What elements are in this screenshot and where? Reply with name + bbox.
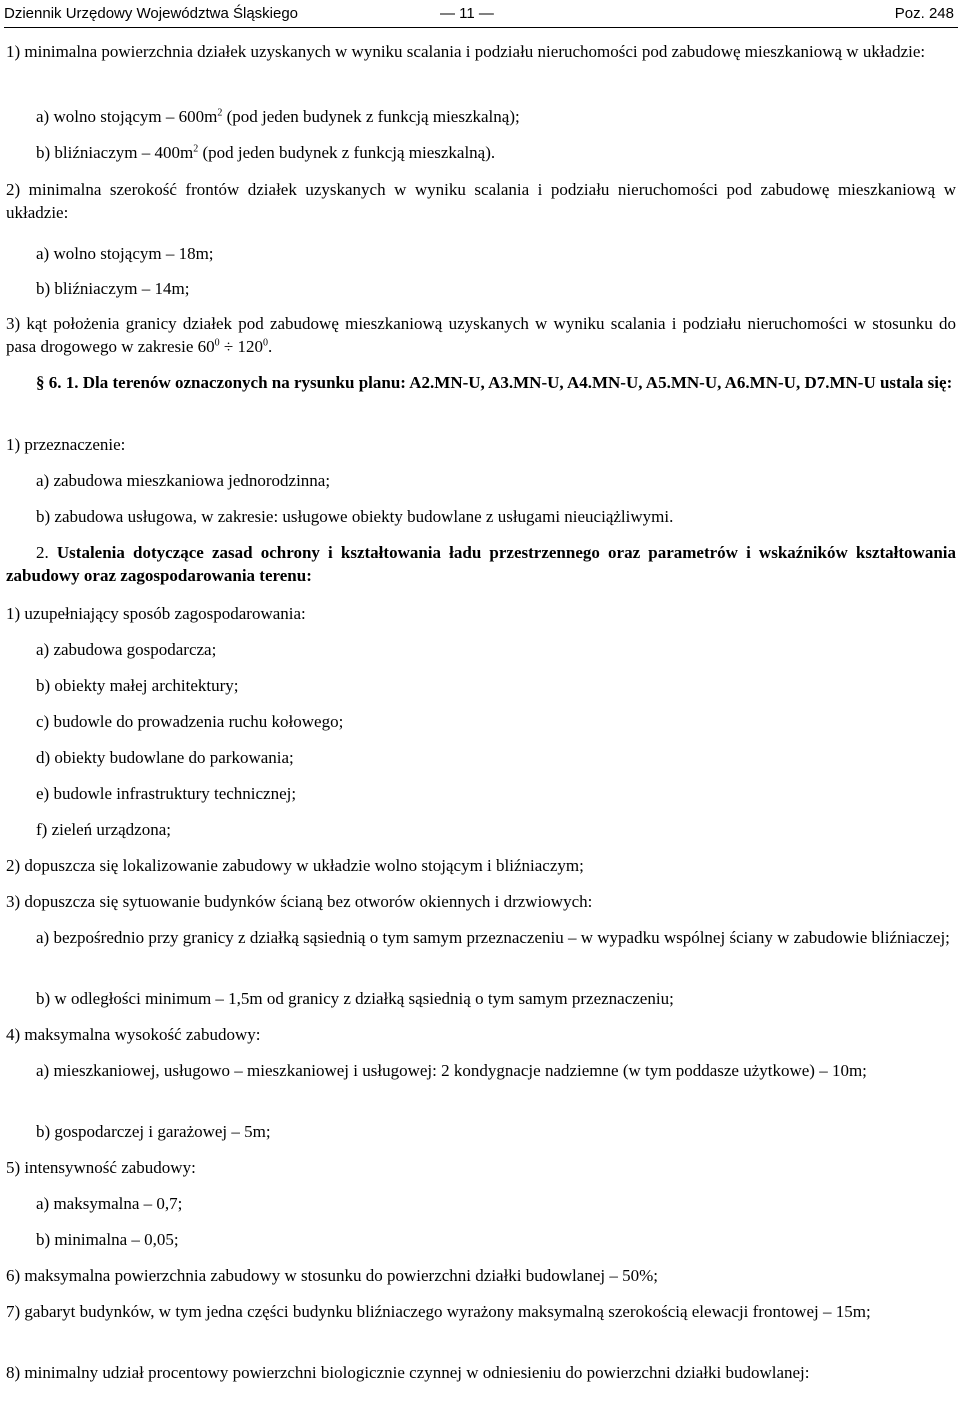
paragraph: 7) gabaryt budynków, w tym jedna części budynku bliźniaczego wyrażony maksymalną szerokością elewacji frontowej – 15m;: [6, 1302, 871, 1321]
paragraph: 4) maksymalna wysokość zabudowy:: [6, 1025, 261, 1044]
paragraph: 8) minimalny udział procentowy powierzchni biologicznie czynnej w odniesieniu do powierzchni działki budowlanej:: [6, 1363, 810, 1382]
paragraph: 1) przeznaczenie:: [6, 435, 126, 454]
list-item: b) gospodarczej i garażowej – 5m;: [36, 1122, 271, 1141]
list-item: a) wolno stojącym – 18m;: [36, 244, 214, 263]
paragraph: 2) dopuszcza się lokalizowanie zabudowy w układzie wolno stojącym i bliźniaczym;: [6, 856, 584, 875]
list-item: a) zabudowa gospodarcza;: [36, 640, 217, 659]
list-item: b) bliźniaczym – 14m;: [36, 279, 190, 298]
paragraph: 3) dopuszcza się sytuowanie budynków ścianą bez otworów okiennych i drzwiowych:: [6, 892, 593, 911]
list-item: a) bezpośrednio przy granicy z działką sąsiednią o tym samym przeznaczeniu – w wypadku wspólnej ściany w zabudowie bliźniaczej;: [36, 928, 950, 947]
paragraph: 1) minimalna powierzchnia działek uzyskanych w wyniku scalania i podziału nieruchomości pod zabudowę mieszkaniową w układzie:: [6, 42, 926, 61]
position-number: Poz. 248: [894, 5, 954, 22]
list-item: b) bliźniaczym – $400m^2$ (pod jeden budynek z funkcją mieszkalną).: [36, 143, 496, 162]
paragraph: 3) kąt położenia granicy działek pod zabudowę mieszkaniową uzyskanych w wyniku scalania i podziału nieruchomości w stosunku do pasa drogowego w zakresie $60^0 \div 120^0$.: [6, 314, 956, 357]
paragraph: 1) uzupełniający sposób zagospodarowania:: [6, 604, 306, 623]
list-item: a) zabudowa mieszkaniowa jednorodzinna;: [36, 471, 331, 490]
list-item: b) obiekty małej architektury;: [36, 676, 239, 695]
paragraph: 2) minimalna szerokość frontów działek uzyskanych w wyniku scalania i podziału nieruchomości pod zabudowę mieszkaniową w układzie:: [6, 180, 956, 223]
page-number: — 11 —: [440, 5, 494, 22]
list-item: d) obiekty budowlane do parkowania;: [36, 748, 294, 767]
list-item: c) budowle do prowadzenia ruchu kołowego;: [36, 712, 344, 731]
section-heading: § 6. 1. Dla terenów oznaczonych na rysunku planu: A2.MN-U, A3.MN-U, A4.MN-U, A5.MN-U, A6.MN-U, D7.MN-U ustala się:: [36, 373, 953, 392]
paragraph: 6) maksymalna powierzchnia zabudowy w stosunku do powierzchni działki budowlanej – 50%;: [6, 1266, 658, 1285]
list-item: e) budowle infrastruktury technicznej;: [36, 784, 297, 803]
journal-title: Dziennik Urzędowy Województwa Śląskiego: [4, 5, 299, 22]
list-item: b) minimalna – 0,05;: [36, 1230, 179, 1249]
list-item: b) zabudowa usługowa, w zakresie: usługowe obiekty budowlane z usługami nieuciążliwymi.: [36, 507, 674, 526]
list-item: b) w odległości minimum – 1,5m od granicy z działką sąsiednią o tym samym przeznaczeniu;: [36, 989, 674, 1008]
list-item: a) maksymalna – 0,7;: [36, 1194, 183, 1213]
page-header: [4, 0, 958, 28]
list-item: a) mieszkaniowej, usługowo – mieszkaniowej i usługowej: 2 kondygnacje nadziemne (w tym poddasze użytkowe) – 10m;: [36, 1061, 867, 1080]
section-heading: 2. Ustalenia dotyczące zasad ochrony i kształtowania ładu przestrzennego oraz parametrów i wskaźników kształtowania zabudowy oraz zagospodarowania terenu:: [6, 543, 956, 586]
list-item: f) zieleń urządzona;: [36, 820, 171, 839]
list-item: a) wolno stojącym – $600m^2$ (pod jeden budynek z funkcją mieszkalną);: [36, 107, 520, 126]
paragraph: 5) intensywność zabudowy:: [6, 1158, 196, 1177]
